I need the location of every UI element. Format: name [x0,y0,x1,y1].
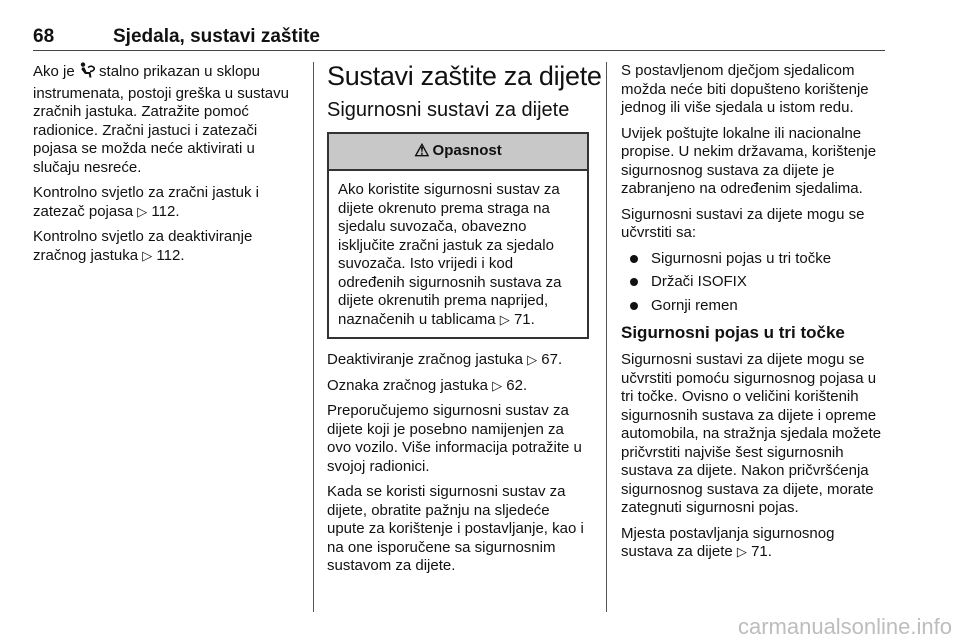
regulations-paragraph: Uvijek poštujte lokalne ili nacionalne propise. U nekim državama, korištenje sigurnosnog sustava za dijete je zabranjeno na određenim sjedalima. [621,124,877,197]
page-header [33,26,885,48]
left-column [33,62,295,272]
section-title: Sustavi zaštite za dijete [327,61,602,91]
bullet-icon [630,278,638,286]
deactivation-light-reference: Kontrolno svjetlo za deaktiviranje zračnog jastuka ▷ 112. [33,228,253,264]
page-reference-arrow-icon: ▷ [736,544,747,559]
page-link[interactable]: 62. [506,376,528,394]
watermark: carmanualsonline.info [737,614,952,639]
page-link[interactable]: 112. [151,202,180,220]
danger-notice [327,132,589,339]
page-reference-arrow-icon: ▷ [137,203,148,219]
chapter-title: Sjedala, sustavi zaštite [113,26,320,47]
page-link[interactable]: 67. [541,351,563,368]
page-reference-arrow-icon: ▷ [527,352,538,367]
page-link[interactable]: 71. [751,543,772,560]
right-column [621,62,889,569]
page-reference-arrow-icon: ▷ [492,377,503,393]
page-link[interactable]: 71. [513,310,535,328]
page-number: 68 [33,26,55,47]
mounting-intro-paragraph: Sigurnosni sustavi za dijete mogu se učvrstiti sa: [621,205,865,241]
header-divider [33,50,885,51]
page-reference-arrow-icon: ▷ [499,311,510,327]
airbag-light-reference: Kontrolno svjetlo za zračni jastuk i zatezač pojasa ▷ 112. [33,184,259,220]
list-item: Sigurnosni pojas u tri točke [621,250,889,269]
deactivation-reference: Deaktiviranje zračnog jastuka ▷ 67. [327,351,563,368]
mounting-locations-reference: Mjesta postavljanja sigurnosnog sustava za dijete ▷ 71. [621,524,835,560]
three-point-belt-paragraph: Sigurnosni sustavi za dijete mogu se učvrstiti pomoću sigurnosnog pojasa u tri točke. Ovisno o veličini korištenih sigurnosnih sustava za dijete i opreme automobila, na stražnja sjedala možete pričvrstiti najviše šest sigurnosnih sustava za dijete. Nakon pričvršćenja sigurnosnog sustava za dijete, morate zategnuti sigurnosni pojas. [621,351,882,516]
middle-column [327,61,602,583]
warning-triangle-icon: ⚠ [414,141,430,161]
column-divider-1 [313,62,314,612]
bullet-icon [630,302,638,310]
seat-row-paragraph: S postavljenom dječjom sjedalicom možda neće biti dopušteno korištenje jednog ili više sjedala u istom redu. [621,62,869,116]
airbag-fault-paragraph: Ako je stalno prikazan u sklopu instrumenata, postoji greška u sustavu zračnih jastuka. Zatražite pomoć radionice. Zračni jastuci i zatezači pojasa se možda neće aktivirati u slučaju nesreće. [33,63,289,176]
list-item: Gornji remen [621,297,889,316]
section-subtitle: Sigurnosni sustavi za dijete [327,99,570,121]
danger-text: Ako koristite sigurnosni sustav za dijete okrenuto prema straga na sjedalu suvozača, obavezno isključite zračni jastuk za sjedalo suvozača. Isto vrijedi i kod određenih sigurnosnih sustava za dijete okrenutih prema naprijed, naznačenih u tablicama ▷ 71. [338,181,562,328]
recommendation-paragraph: Preporučujemo sigurnosni sustav za dijete koji je posebno namijenjen za ovo vozilo. Više informacija potražite u svojoj radionici. [327,402,582,475]
page-reference-arrow-icon: ▷ [142,247,153,263]
subsection-heading: Sigurnosni pojas u tri točke [621,323,845,342]
column-divider-2 [606,62,607,612]
danger-header: ⚠ Opasnost [329,134,587,171]
page-link[interactable]: 112. [156,246,185,264]
airbag-label-reference: Oznaka zračnog jastuka ▷ 62. [327,376,528,394]
airbag-warning-icon [79,62,95,85]
mounting-options-list [621,250,889,316]
list-item: Držači ISOFIX [621,273,889,292]
usage-instructions-paragraph: Kada se koristi sigurnosni sustav za dijete, obratite pažnju na sljedeće upute za korištenje i postavljanje, kao i na one isporučene sa sigurnosnim sustavom za dijete. [327,483,584,574]
bullet-icon [630,255,638,263]
